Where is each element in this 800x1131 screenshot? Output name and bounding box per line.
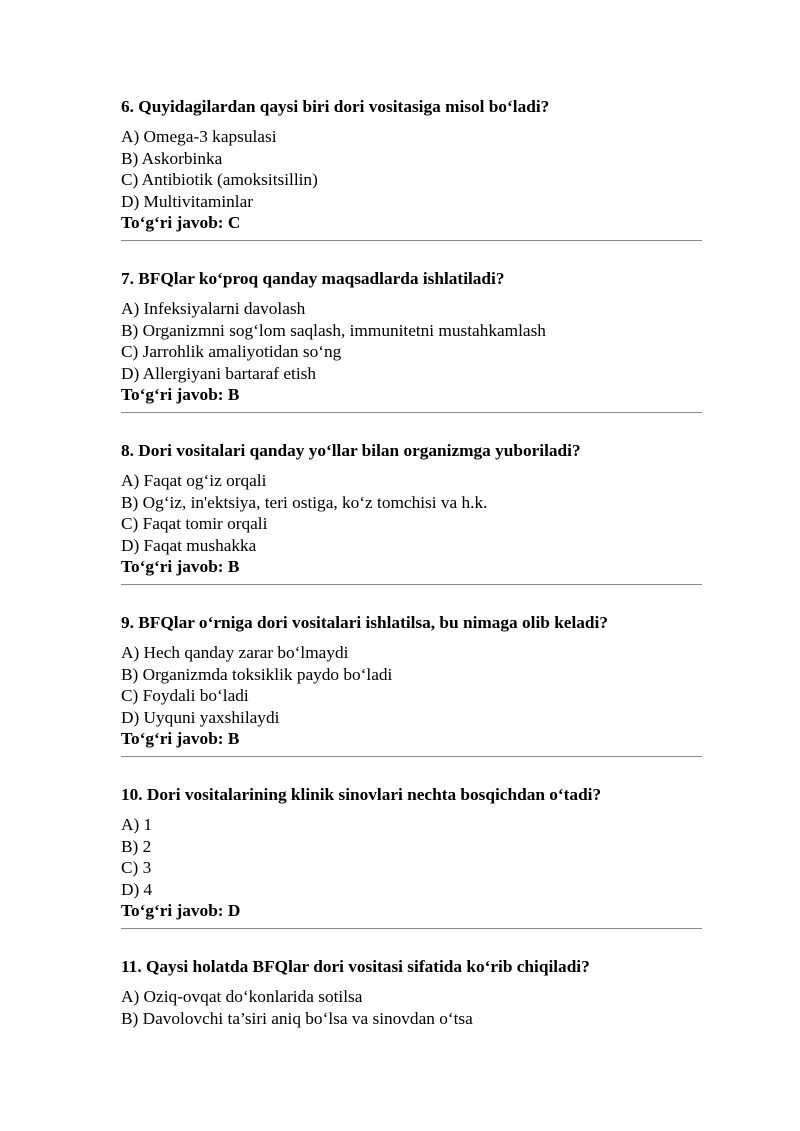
correct-answer — [121, 556, 702, 578]
correct-answer — [121, 212, 702, 234]
question-7 — [121, 268, 702, 413]
question-11 — [121, 956, 702, 1029]
option-b: B) Organizmda toksiklik paydo bo‘ladi — [121, 664, 393, 684]
question-10 — [121, 784, 702, 929]
option-a: A) Faqat og‘iz orqali — [121, 471, 267, 490]
question-9 — [121, 612, 702, 757]
question-title: 6. Quyidagilardan qaysi biri dori vositasiga misol bo‘ladi? — [121, 97, 550, 116]
question-title: 7. BFQlar ko‘proq qanday maqsadlarda ishlatiladi? — [121, 269, 505, 288]
answer-value: B — [227, 385, 240, 405]
option-d: D) Faqat mushakka — [121, 535, 257, 555]
question-8 — [121, 440, 702, 585]
answer-value: C — [227, 213, 241, 233]
correct-answer — [121, 384, 702, 406]
question-title: 11. Qaysi holatda BFQlar dori vositasi sifatida ko‘rib chiqiladi? — [121, 957, 590, 976]
option-d: D) Multivitaminlar — [121, 191, 253, 211]
question-title: 8. Dori vositalari qanday yo‘llar bilan organizmga yuboriladi? — [121, 441, 581, 460]
answer-label: To‘g‘ri javob: — [121, 385, 224, 405]
option-d: D) Allergiyani bartaraf etish — [121, 363, 316, 383]
option-d: D) 4 — [121, 879, 153, 899]
option-b: B) Og‘iz, in'ektsiya, teri ostiga, ko‘z tomchisi va h.k. — [121, 492, 488, 512]
question-title: 9. BFQlar o‘rniga dori vositalari ishlatilsa, bu nimaga olib keladi? — [121, 613, 608, 632]
option-c: C) Foydali bo‘ladi — [121, 686, 249, 706]
answer-value: D — [227, 901, 241, 921]
option-a: A) Oziq-ovqat do‘konlarida sotilsa — [121, 987, 363, 1006]
option-c: C) Faqat tomir orqali — [121, 514, 268, 534]
option-c: C) Antibiotik (amoksitsillin) — [121, 170, 318, 190]
answer-value: B — [227, 729, 240, 749]
option-c: C) Jarrohlik amaliyotidan so‘ng — [121, 342, 342, 362]
question-title: 10. Dori vositalarining klinik sinovlari nechta bosqichdan o‘tadi? — [121, 785, 602, 804]
divider — [121, 756, 702, 757]
divider — [121, 928, 702, 929]
divider — [121, 584, 702, 585]
option-a: A) Infeksiyalarni davolash — [121, 299, 306, 318]
option-c: C) 3 — [121, 858, 152, 878]
option-d: D) Uyquni yaxshilaydi — [121, 707, 280, 727]
correct-answer — [121, 900, 702, 922]
answer-label: To‘g‘ri javob: — [121, 901, 224, 921]
option-b: B) Organizmni sog‘lom saqlash, immunitetni mustahkamlash — [121, 320, 546, 340]
divider — [121, 412, 702, 413]
option-b: B) Askorbinka — [121, 148, 223, 168]
divider — [121, 240, 702, 241]
option-b: B) Davolovchi ta’siri aniq bo‘lsa va sinovdan o‘tsa — [121, 1008, 473, 1028]
answer-label: To‘g‘ri javob: — [121, 729, 224, 749]
option-a: A) 1 — [121, 815, 153, 834]
answer-label: To‘g‘ri javob: — [121, 213, 224, 233]
option-b: B) 2 — [121, 836, 152, 856]
option-a: A) Hech qanday zarar bo‘lmaydi — [121, 643, 349, 662]
question-6 — [121, 96, 702, 241]
answer-value: B — [227, 557, 240, 577]
answer-label: To‘g‘ri javob: — [121, 557, 224, 577]
correct-answer — [121, 728, 702, 750]
option-a: A) Omega-3 kapsulasi — [121, 127, 277, 146]
